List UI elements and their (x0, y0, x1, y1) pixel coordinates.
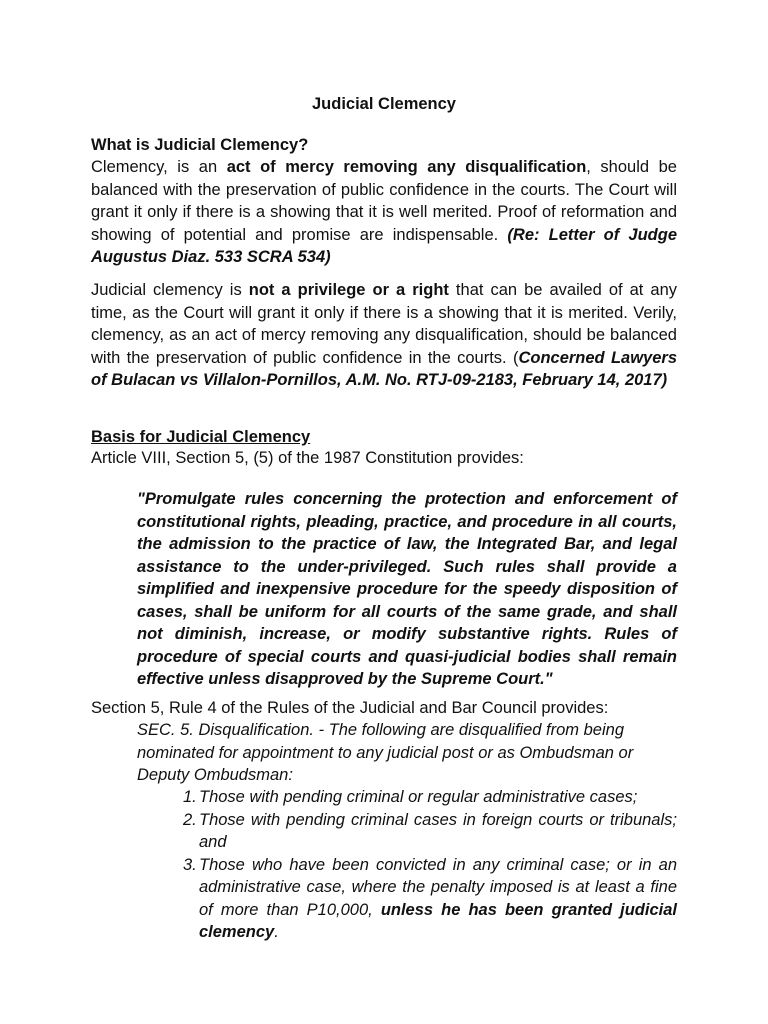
list-item (183, 854, 677, 944)
text-run: that can be availed of at any time, as the Court will grant it only if there is a showing that it is merited. Verily, clemency, as an act of mercy removing any disqualification, should be balanced with the preservation of public confidence in the courts. ( (91, 281, 677, 367)
text-run: , should be balanced with the preservation of public confidence in the courts. The Court will grant it only if there is a showing that it is well merited. Proof of reformation and showing of potential and promise are indispensable. (91, 158, 677, 244)
text-run: Judicial clemency is (91, 281, 249, 299)
jbc-rules-intro: Section 5, Rule 4 of the Rules of the Judicial and Bar Council provides: (91, 699, 609, 717)
list-item-text: Those with pending criminal or regular administrative cases; (199, 788, 638, 806)
case-citation: Concerned Lawyers of Bulacan vs Villalon-Pornillos, A.M. No. RTJ-09-2183, February 14, 2017) (91, 348, 677, 389)
list-number: 3. (183, 855, 197, 874)
list-item-text: Those who have been convicted in any criminal case; or in an administrative case, where the penalty imposed is at least a fine of more than P10,000, (199, 855, 677, 919)
paragraph-not-a-right (91, 279, 677, 392)
paragraph-definition (91, 156, 677, 269)
emphasis-text: unless he has been granted judicial clemency (199, 900, 677, 941)
section-heading-what-is: What is Judicial Clemency? (91, 136, 309, 154)
disqualification-section: SEC. 5. Disqualification. - The following are disqualified from being nominated for appointment to any judicial post or as Ombudsman or Deputy Ombudsman: (137, 721, 634, 784)
case-citation: (Re: Letter of Judge Augustus Diaz. 533 SCRA 534) (91, 225, 677, 266)
constitution-intro: Article VIII, Section 5, (5) of the 1987 Constitution provides: (91, 449, 524, 467)
document-title: Judicial Clemency (312, 95, 456, 113)
list-number: 1. (183, 788, 197, 806)
emphasis-text: act of mercy removing any disqualification (226, 158, 587, 176)
text-run: Clemency, is an (91, 158, 227, 176)
list-number: 2. (183, 810, 197, 829)
constitution-quote: "Promulgate rules concerning the protection and enforcement of constitutional rights, pleading, practice, and procedure in all courts, the admission to the practice of law, the Integrated Bar, and legal assistance to the under-privileged. Such rules shall provide a simplified and inexpensive procedure for the speedy disposition of cases, shall be uniform for all courts of the same grade, and shall not diminish, increase, or modify substantive rights. Rules of procedure of special courts and quasi-judicial bodies shall remain effective unless disapproved by the Supreme Court." (137, 490, 677, 688)
list-item (183, 809, 677, 854)
text-run: . (274, 923, 279, 941)
disqualification-list (183, 786, 677, 944)
list-item-text: Those with pending criminal cases in foreign courts or tribunals; and (199, 810, 677, 851)
emphasis-text: not a privilege or a right (248, 281, 449, 299)
section-heading-basis: Basis for Judicial Clemency (91, 428, 311, 446)
list-item (183, 786, 677, 809)
